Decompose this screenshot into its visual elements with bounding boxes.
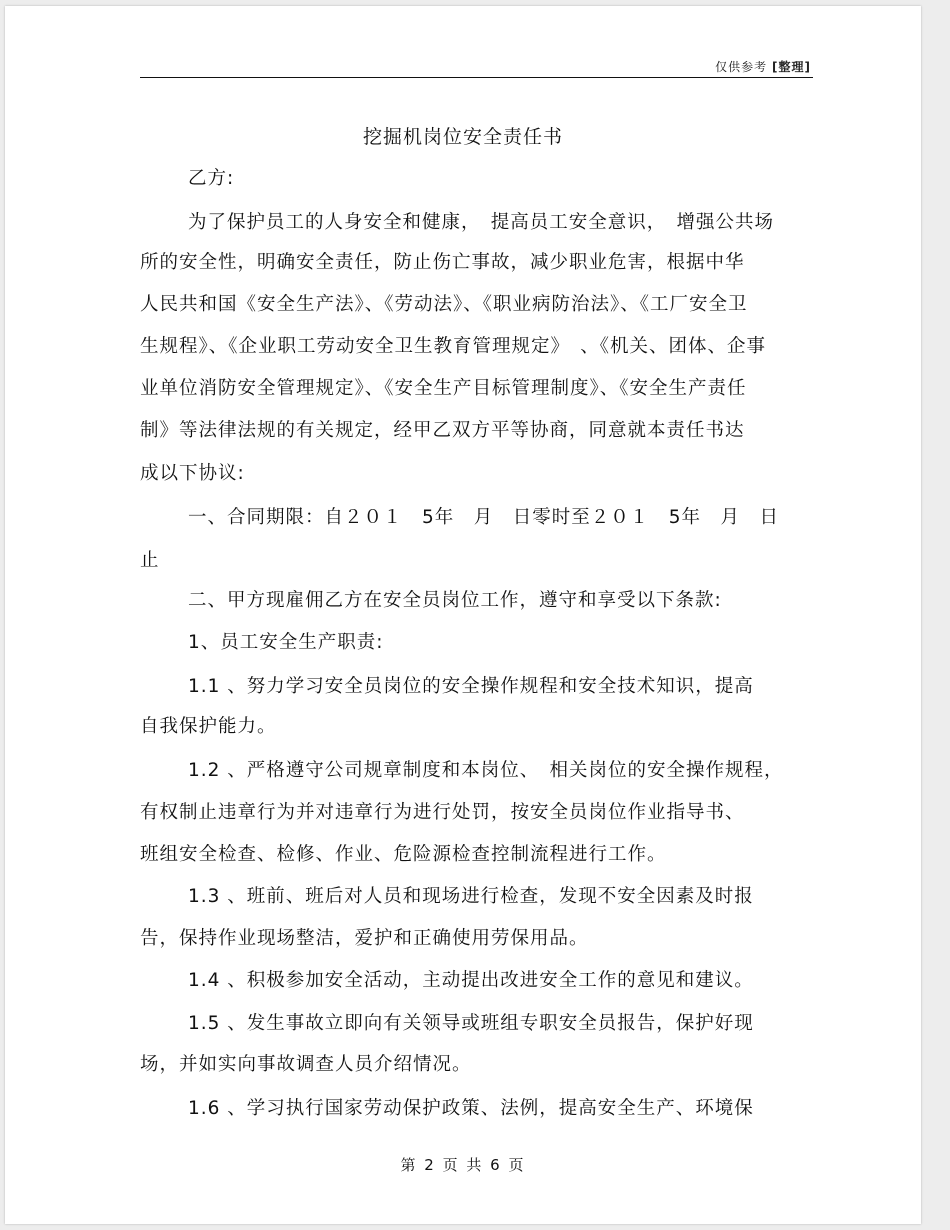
- document-page: [5, 6, 921, 1224]
- body-line: 一、合同期限：自２０１ 5年 月 日零时至２０１ 5年 月 日: [188, 507, 780, 528]
- document-title: 挖掘机岗位安全责任书: [362, 126, 563, 148]
- body-line: 1、员工安全生产职责:: [188, 632, 384, 653]
- body-line: 生规程》、《企业职工劳动安全卫生教育管理规定》 、《机关、团体、企事: [140, 336, 767, 357]
- page-header: [715, 58, 811, 75]
- page-footer: 第 2 页 共 6 页: [400, 1156, 526, 1174]
- body-line: 有权制止违章行为并对违章行为进行处罚，按安全员岗位作业指导书、: [140, 802, 745, 823]
- body-line: 1.6 、学习执行国家劳动保护政策、法例，提高安全生产、环境保: [188, 1098, 754, 1119]
- body-line: 乙方:: [188, 168, 235, 189]
- body-line: 1.2 、严格遵守公司规章制度和本岗位、 相关岗位的安全操作规程，: [188, 760, 784, 781]
- body-line: 成以下协议:: [140, 463, 245, 484]
- body-line: 为了保护员工的人身安全和健康， 提高员工安全意识， 增强公共场: [188, 212, 775, 233]
- body-line: 业单位消防安全管理规定》、《安全生产目标管理制度》、《安全生产责任: [140, 378, 747, 399]
- body-line: 1.5 、发生事故立即向有关领导或班组专职安全员报告，保护好现: [188, 1013, 754, 1034]
- body-line: 所的安全性，明确安全责任，防止伤亡事故，减少职业危害，根据中华: [140, 252, 745, 273]
- body-line: 班组安全检查、检修、作业、危险源检查控制流程进行工作。: [140, 844, 667, 865]
- body-line: 制》等法律法规的有关规定，经甲乙双方平等协商，同意就本责任书达: [140, 420, 745, 441]
- body-line: 告，保持作业现场整洁，爱护和正确使用劳保用品。: [140, 928, 589, 949]
- body-line: 1.3 、班前、班后对人员和现场进行检查，发现不安全因素及时报: [188, 886, 754, 907]
- header-prefix: 仅供参考: [715, 60, 768, 74]
- header-rule: [140, 77, 813, 78]
- body-line: 人民共和国《安全生产法》、《劳动法》、《职业病防治法》、《工厂安全卫: [140, 294, 748, 315]
- body-line: 二、甲方现雇佣乙方在安全员岗位工作，遵守和享受以下条款:: [188, 590, 722, 611]
- body-line: 止: [140, 550, 160, 571]
- body-line: 自我保护能力。: [140, 716, 277, 737]
- body-line: 1.4 、积极参加安全活动，主动提出改进安全工作的意见和建议。: [188, 970, 754, 991]
- header-tag: [整理]: [772, 60, 811, 74]
- body-line: 1.1 、努力学习安全员岗位的安全操作规程和安全技术知识，提高: [188, 676, 754, 697]
- body-line: 场，并如实向事故调查人员介绍情况。: [140, 1054, 472, 1075]
